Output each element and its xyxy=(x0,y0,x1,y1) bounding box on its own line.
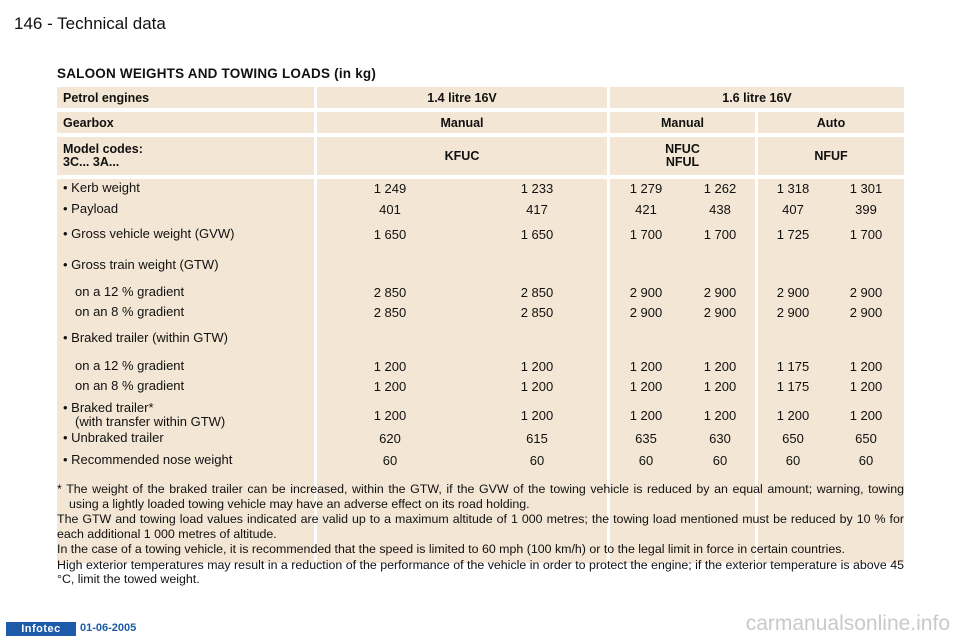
engines-row xyxy=(57,87,904,108)
row-value xyxy=(350,256,430,274)
row-value: 1 262 xyxy=(703,180,737,196)
notes xyxy=(57,482,904,588)
gearbox-col3: Auto xyxy=(758,112,904,133)
table-row xyxy=(57,377,904,395)
row-label: • Kerb weight xyxy=(63,180,140,195)
row-value: 620 xyxy=(379,430,401,446)
row-label-line2: (with transfer within GTW) xyxy=(75,414,226,429)
row-value: 399 xyxy=(855,201,877,217)
row-label: on an 8 % gradient xyxy=(75,378,185,393)
row-label: on a 12 % gradient xyxy=(75,284,185,299)
row-value: 2 900 xyxy=(629,284,663,300)
row-value xyxy=(606,329,686,347)
row-value: 1 200 xyxy=(373,407,407,423)
row-value: 1 200 xyxy=(629,407,663,423)
row-value: 1 200 xyxy=(703,358,737,374)
row-value: 60 xyxy=(529,452,545,468)
row-value: 2 900 xyxy=(776,304,810,320)
row-value: 2 850 xyxy=(520,284,554,300)
model-codes-label xyxy=(57,137,314,175)
footer-date: 01-06-2005 xyxy=(80,622,137,634)
engines-label: Petrol engines xyxy=(57,87,314,108)
gearbox-col1: Manual xyxy=(317,112,607,133)
table-row xyxy=(57,225,904,243)
row-label: • Braked trailer (within GTW) xyxy=(63,330,228,345)
model-codes-label-line2: 3C... 3A... xyxy=(63,155,120,169)
row-value: 2 900 xyxy=(629,304,663,320)
row-value: 2 850 xyxy=(373,284,407,300)
row-value: 60 xyxy=(712,452,728,468)
row-value: 2 900 xyxy=(703,284,737,300)
table-row xyxy=(57,283,904,301)
row-value: 60 xyxy=(382,452,398,468)
row-value: 1 700 xyxy=(849,226,883,242)
row-value: 1 700 xyxy=(703,226,737,242)
row-value: 1 200 xyxy=(629,358,663,374)
row-value: 1 175 xyxy=(776,358,810,374)
row-value xyxy=(350,329,430,347)
code-kfuc: KFUC xyxy=(317,137,607,175)
row-value: 1 279 xyxy=(629,180,663,196)
row-value: 1 200 xyxy=(373,358,407,374)
row-value: 60 xyxy=(638,452,654,468)
row-value: 615 xyxy=(526,430,548,446)
row-value: 407 xyxy=(782,201,804,217)
row-value: 1 200 xyxy=(373,378,407,394)
row-value: 1 200 xyxy=(776,407,810,423)
page-header: 146 - Technical data xyxy=(14,14,166,33)
row-value: 1 233 xyxy=(520,180,554,196)
row-value: 2 850 xyxy=(373,304,407,320)
row-value: 630 xyxy=(709,430,731,446)
row-value: 650 xyxy=(782,430,804,446)
row-value: 1 249 xyxy=(373,180,407,196)
infotec-logo: Infotec xyxy=(6,622,76,636)
row-value xyxy=(753,256,833,274)
row-value xyxy=(753,329,833,347)
row-value: 2 900 xyxy=(849,304,883,320)
row-label: on an 8 % gradient xyxy=(75,304,185,319)
row-value: 1 650 xyxy=(373,226,407,242)
note-speed: In the case of a towing vehicle, it is recommended that the speed is limited to 60 mph (100 km/h) or to the legal limit in force in certain countries. xyxy=(57,542,845,556)
row-value: 1 200 xyxy=(629,378,663,394)
row-value: 2 900 xyxy=(776,284,810,300)
row-value: 1 200 xyxy=(849,358,883,374)
row-value: 2 850 xyxy=(520,304,554,320)
table-row xyxy=(57,179,904,197)
row-value xyxy=(826,329,906,347)
row-value xyxy=(497,256,577,274)
table-row xyxy=(57,429,904,447)
row-value: 1 318 xyxy=(776,180,810,196)
row-value: 1 200 xyxy=(849,378,883,394)
row-value: 1 200 xyxy=(520,358,554,374)
row-label-line1: • Braked trailer* xyxy=(63,400,154,415)
table-row xyxy=(57,451,904,469)
row-value: 1 200 xyxy=(703,378,737,394)
row-label: • Recommended nose weight xyxy=(63,452,233,467)
row-value: 1 200 xyxy=(520,378,554,394)
row-value xyxy=(497,329,577,347)
row-value: 1 301 xyxy=(849,180,883,196)
row-value: 417 xyxy=(526,201,548,217)
row-label: • Gross vehicle weight (GVW) xyxy=(63,226,235,241)
code-nfuc-nful xyxy=(610,137,755,175)
row-value: 438 xyxy=(709,201,731,217)
footnote: * The weight of the braked trailer can be increased, within the GTW, if the GVW of the towing vehicle is reduced by an equal amount; warning, towing using a lightly loaded towing vehicle may have an adverse effect on its road holding. xyxy=(57,482,904,511)
gearbox-label: Gearbox xyxy=(57,112,314,133)
table-row xyxy=(57,329,904,347)
row-value: 2 900 xyxy=(849,284,883,300)
code-nful: NFUL xyxy=(665,155,700,169)
section-title: SALOON WEIGHTS AND TOWING LOADS (in kg) xyxy=(57,66,377,81)
row-value: 421 xyxy=(635,201,657,217)
table-row xyxy=(57,401,904,429)
row-value: 2 900 xyxy=(703,304,737,320)
row-value: 1 200 xyxy=(520,407,554,423)
row-value xyxy=(680,329,760,347)
row-value: 60 xyxy=(785,452,801,468)
table-row xyxy=(57,357,904,375)
table-row xyxy=(57,256,904,274)
watermark: carmanualsonline.info xyxy=(745,612,950,635)
note-altitude: The GTW and towing load values indicated are valid up to a maximum altitude of 1 000 metres; the towing load mentioned must be reduced by 10 % for each additional 1 000 metres of altitude. xyxy=(57,512,904,541)
row-value: 1 700 xyxy=(629,226,663,242)
row-value: 1 200 xyxy=(849,407,883,423)
gearbox-row xyxy=(57,112,904,133)
row-value: 1 175 xyxy=(776,378,810,394)
row-value: 1 725 xyxy=(776,226,810,242)
row-value: 635 xyxy=(635,430,657,446)
row-value xyxy=(606,256,686,274)
model-codes-row xyxy=(57,137,904,175)
row-label: on a 12 % gradient xyxy=(75,358,185,373)
row-value: 401 xyxy=(379,201,401,217)
row-value: 60 xyxy=(858,452,874,468)
note-temperature: High exterior temperatures may result in a reduction of the performance of the vehicle in order to protect the engine; if the exterior temperature is above 45 °C, limit the towed weight. xyxy=(57,557,904,586)
engine-1-4: 1.4 litre 16V xyxy=(317,87,607,108)
row-value: 1 650 xyxy=(520,226,554,242)
gearbox-col2: Manual xyxy=(610,112,755,133)
table-row xyxy=(57,303,904,321)
code-nfuf: NFUF xyxy=(758,137,904,175)
row-label xyxy=(57,401,314,429)
row-label: • Gross train weight (GTW) xyxy=(63,257,219,272)
row-value xyxy=(826,256,906,274)
row-label: • Payload xyxy=(63,201,119,216)
model-codes-label-line1: Model codes: xyxy=(63,142,143,156)
row-value: 650 xyxy=(855,430,877,446)
row-value: 1 200 xyxy=(703,407,737,423)
table-row xyxy=(57,200,904,218)
code-nfuc: NFUC xyxy=(665,142,700,156)
row-label: • Unbraked trailer xyxy=(63,430,164,445)
engine-1-6: 1.6 litre 16V xyxy=(610,87,904,108)
row-value xyxy=(680,256,760,274)
